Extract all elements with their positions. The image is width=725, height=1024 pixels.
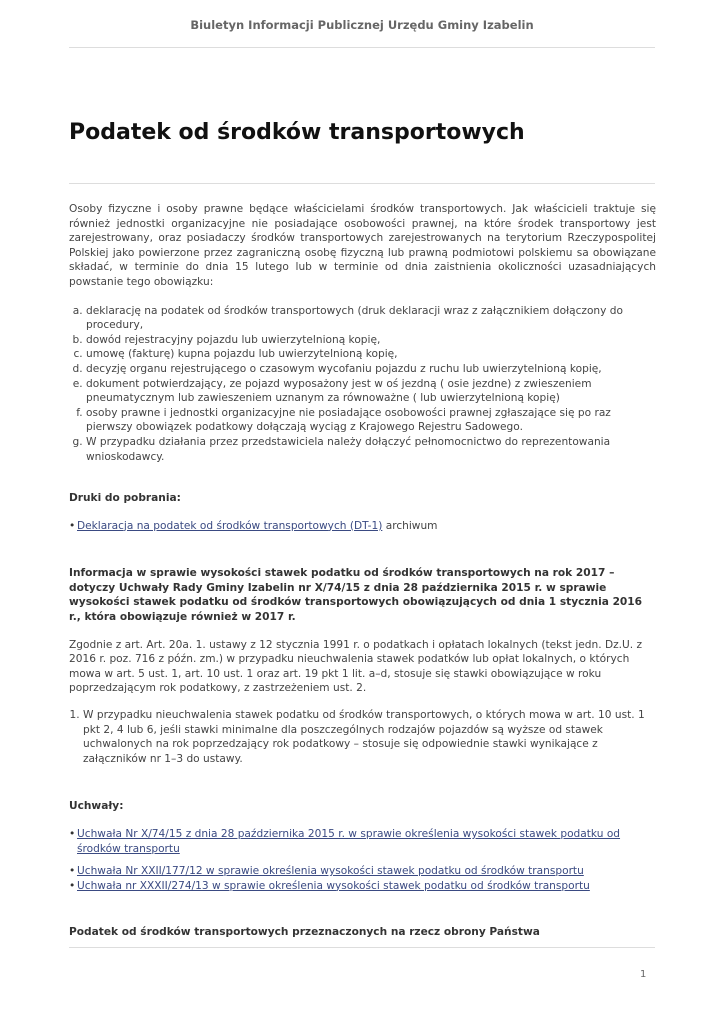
info-numbered-list xyxy=(69,708,656,766)
page-number: 1 xyxy=(640,969,647,980)
list-item xyxy=(69,827,656,856)
defense-vehicles-heading: Podatek od środków transportowych przeznaczonych na rzecz obrony Państwa xyxy=(69,926,540,939)
main-content xyxy=(69,202,656,940)
required-documents-list xyxy=(69,304,656,465)
list-item: d. decyzję organu rejestrującego o czasowym wycofaniu pojazdu z ruchu lub uwierzytelnioną kopię, xyxy=(86,362,656,377)
intro-paragraph: Osoby fizyczne i osoby prawne będące właścicielami środków transportowych. Jak właścicieli traktuje się również jednostki organizacyjne nie posiadające osobowości prawnej, na które środek transportowy jest zarejestrowany, oraz posiadaczy środków transportowych zarejestrowanych na terytorium Rzeczypospolitej Polskiej jako powierzone przez zagraniczną osobę fizyczną lub prawną podmiotowi polskiemu sa obowiązane składać, w terminie do dnia 15 lutego lub w terminie od dnia zaistnienia okoliczności uzasadniających powstanie tego obowiązku: xyxy=(69,203,656,288)
header-divider xyxy=(69,47,655,48)
list-item: f. osoby prawne i jednostki organizacyjne nie posiadające osobowości prawnej zgłaszające się po raz pierwszy obowiązek podatkowy dołączają wyciąg z Krajowego Rejestru Sadowego. xyxy=(86,406,656,435)
footer-divider xyxy=(69,947,655,948)
list-item: b. dowód rejestracyjny pojazdu lub uwierzytelnioną kopię, xyxy=(86,333,656,348)
info-heading: Informacja w sprawie wysokości stawek podatku od środków transportowych na rok 2017 – dotyczy Uchwały Rady Gminy Izabelin nr X/74/15 z dnia 28 października 2015 r. w sprawie wysokości stawek podatku od środków transportowych obowiązujących od dnia 1 stycznia 2016 r., która obowiązuje również w 2017 r. xyxy=(69,567,643,624)
declaration-dt1-link[interactable]: Deklaracja na podatek od środków transportowych (DT-1) xyxy=(77,519,383,532)
info-paragraph: Zgodnie z art. Art. 20a. 1. ustawy z 12 stycznia 1991 r. o podatkach i opłatach lokalnych (tekst jedn. Dz.U. z 2016 r. poz. 716 z późn. zm.) w przypadku nieuchwalenia stawek podatków lub opłat lokalnych, o których mowa w art. 5 ust. 1, art. 10 ust. 1 oraz art. 19 pkt 1 lit. a–d, stosuje się stawki obowiązujące w roku poprzedzającym rok podatkowy, z zastrzeżeniem ust. 2. xyxy=(69,638,643,695)
resolution-link-xxxii-274-13[interactable]: Uchwała nr XXXII/274/13 w sprawie określenia wysokości stawek podatku od środków transportu xyxy=(77,879,590,892)
downloads-list xyxy=(69,519,656,534)
list-item xyxy=(69,879,656,894)
document-header: Biuletyn Informacji Publicznej Urzędu Gminy Izabelin xyxy=(190,18,534,32)
archive-label: archiwum xyxy=(382,519,438,532)
list-item: g. W przypadku działania przez przedstawiciela należy dołączyć pełnomocnictwo do reprezentowania wnioskodawcy. xyxy=(86,435,656,464)
resolutions-heading: Uchwały: xyxy=(69,800,124,813)
list-item: c. umowę (fakturę) kupna pojazdu lub uwierzytelnioną kopię, xyxy=(86,347,656,362)
list-item: 1. W przypadku nieuchwalenia stawek podatku od środków transportowych, o których mowa w art. 10 ust. 1 pkt 2, 4 lub 6, jeśli stawki minimalne dla poszczególnych rodzajów pojazdów są wyższe od stawek uchwalonych na rok poprzedzający rok podatkowy – stosuje się odpowiednie stawki wynikające z załączników nr 1–3 do ustawy. xyxy=(83,708,656,766)
resolutions-list xyxy=(69,827,656,893)
page-title: Podatek od środków transportowych xyxy=(69,120,525,145)
downloads-heading: Druki do pobrania: xyxy=(69,492,181,505)
resolution-link-x-74-15[interactable]: Uchwała Nr X/74/15 z dnia 28 października 2015 r. w sprawie określenia wysokości stawek podatku od środków transportu xyxy=(77,828,621,855)
list-item xyxy=(69,519,656,534)
list-item: a. deklarację na podatek od środków transportowych (druk deklaracji wraz z załącznikiem dołączony do procedury, xyxy=(86,304,656,333)
list-item: e. dokument potwierdzający, ze pojazd wyposażony jest w oś jezdną ( osie jezdne) z zwieszeniem pneumatycznym lub zawieszeniem uznanym za równoważne ( lub uwierzytelnioną kopię) xyxy=(86,377,656,406)
list-item xyxy=(69,864,656,879)
resolution-link-xxii-177-12[interactable]: Uchwała Nr XXII/177/12 w sprawie określenia wysokości stawek podatku od środków transportu xyxy=(77,865,584,878)
title-divider xyxy=(69,183,655,184)
